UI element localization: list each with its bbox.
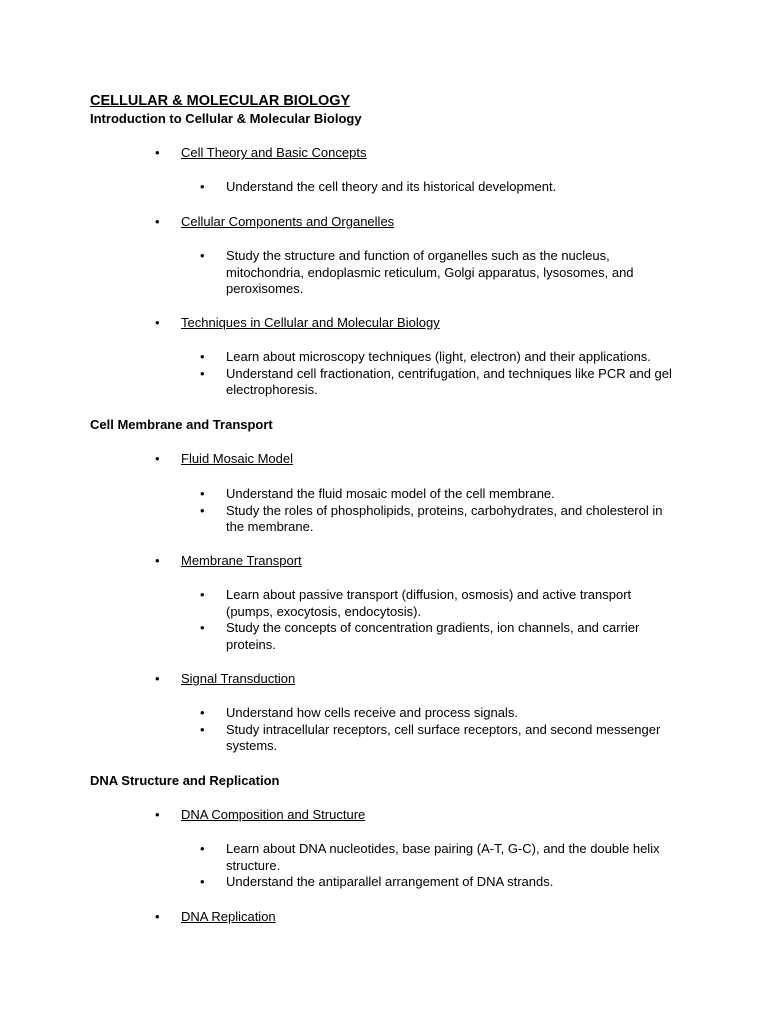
detail-text: Understand the antiparallel arrangement of DNA strands. [226,874,554,889]
bullet-icon: • [200,179,205,194]
bullet-icon: • [155,315,160,330]
detail-text: Learn about microscopy techniques (light, electron) and their applications. [226,349,651,364]
section-heading: Introduction to Cellular & Molecular Biology [90,111,362,126]
bullet-icon: • [200,587,205,602]
detail-item [200,587,680,620]
bullet-icon: • [155,807,160,822]
detail-text: Study the structure and function of organelles such as the nucleus, mitochondria, endoplasmic reticulum, Golgi apparatus, lysosomes, and peroxisomes. [226,248,634,296]
detail-text: Understand the cell theory and its historical development. [226,179,557,194]
detail-text: Study the concepts of concentration gradients, ion channels, and carrier proteins. [226,620,640,652]
detail-text: Study the roles of phospholipids, proteins, carbohydrates, and cholesterol in the membrane. [226,502,663,534]
detail-text: Learn about passive transport (diffusion, osmosis) and active transport (pumps, exocytosis, endocytosis). [226,587,632,619]
bullet-icon: • [155,671,160,686]
detail-item [200,179,680,196]
detail-item [200,874,680,891]
bullet-icon: • [200,365,205,381]
bullet-icon: • [155,214,160,229]
bullet-icon: • [200,841,205,856]
detail-text: Understand cell fractionation, centrifugation, and techniques like PCR and gel electrophoresis. [226,365,672,397]
bullet-icon: • [200,502,205,518]
bullet-icon: • [200,248,205,263]
topic-label: Techniques in Cellular and Molecular Biology [181,315,440,330]
bullet-icon: • [200,349,205,364]
detail-text: Understand how cells receive and process signals. [226,705,518,720]
topic-label: DNA Composition and Structure [181,807,366,822]
bullet-icon: • [200,705,205,720]
topic-label: Cell Theory and Basic Concepts [181,145,367,160]
detail-list [200,486,680,536]
detail-item [200,349,680,366]
topic-label: Signal Transduction [181,671,296,686]
topic-label: DNA Replication [181,909,276,924]
bullet-icon: • [155,451,160,466]
detail-item [200,841,680,874]
document-title: CELLULAR & MOLECULAR BIOLOGY [90,93,351,109]
detail-item [200,366,680,399]
bullet-icon: • [155,909,160,924]
detail-list [200,841,680,891]
detail-item [200,486,680,503]
detail-list [200,587,680,653]
bullet-icon: • [200,486,205,501]
detail-item [200,503,680,536]
section-heading: DNA Structure and Replication [90,773,280,788]
detail-list [200,179,680,196]
bullet-icon: • [200,620,205,635]
bullet-icon: • [200,874,205,889]
detail-text: Learn about DNA nucleotides, base pairing (A-T, G-C), and the double helix structure. [226,841,660,873]
detail-item [200,620,680,653]
section-heading: Cell Membrane and Transport [90,417,273,432]
topic-label: Cellular Components and Organelles [181,214,395,229]
detail-list [200,349,680,399]
bullet-icon: • [155,145,160,160]
topic-label: Fluid Mosaic Model [181,451,293,466]
detail-text: Understand the fluid mosaic model of the cell membrane. [226,486,555,501]
detail-item [200,248,680,298]
bullet-icon: • [155,553,160,568]
bullet-icon: • [200,721,205,737]
detail-list [200,248,680,298]
detail-item [200,705,680,722]
detail-text: Study intracellular receptors, cell surface receptors, and second messenger systems. [226,721,661,753]
detail-item [200,722,680,755]
topic-label: Membrane Transport [181,553,302,568]
detail-list [200,705,680,755]
